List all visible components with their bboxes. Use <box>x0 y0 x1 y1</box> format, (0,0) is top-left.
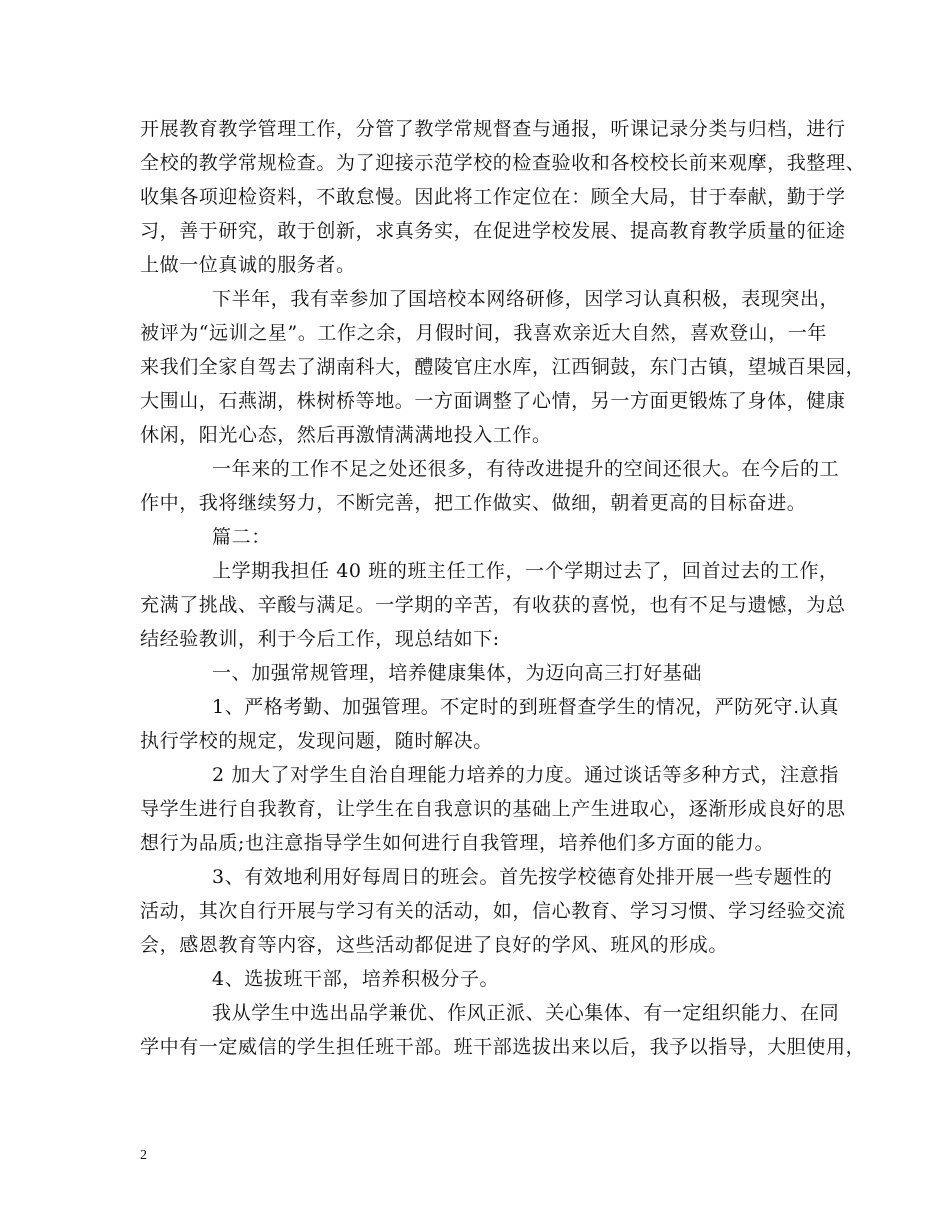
text-line: 上做一位真诚的服务者。 <box>140 254 356 276</box>
text-line: 结经验教训，利于今后工作，现总结如下: <box>140 628 500 650</box>
section-heading: 篇二： <box>212 526 271 548</box>
text-line: 全校的教学常规检查。为了迎接示范学校的检查验收和各校校长前来观摩，我整理、 <box>140 152 866 174</box>
paragraph-start-line: 1、严格考勤、加强管理。不定时的到班督查学生的情况，严防死守.认真 <box>212 696 839 718</box>
paragraph-start-line: 上学期我担任 40 班的班主任工作，一个学期过去了，回首过去的工作， <box>212 560 839 582</box>
document-body <box>140 112 866 1064</box>
text-line: 习，善于研究，敢于创新，求真务实，在促进学校发展、提高教育教学质量的征途 <box>140 220 846 242</box>
paragraph-start-line: 2 加大了对学生自治自理能力培养的力度。通过谈话等多种方式，注意指 <box>212 764 839 786</box>
paragraph-start-line: 下半年，我有幸参加了国培校本网络研修，因学习认真积极，表现突出， <box>212 288 840 310</box>
text-line: 想行为品质;也注意指导学生如何进行自我管理，培养他们多方面的能力。 <box>140 832 775 854</box>
paragraph-start-line: 我从学生中选出品学兼优、作风正派、关心集体、有一定组织能力、在同 <box>212 1002 840 1024</box>
text-line: 收集各项迎检资料，不敢怠慢。因此将工作定位在：顾全大局，甘于奉献，勤于学 <box>140 186 846 208</box>
text-line: 大围山，石燕湖，株树桥等地。一方面调整了心情，另一方面更锻炼了身体，健康 <box>140 390 846 412</box>
paragraph-start-line: 一年来的工作不足之处还很多，有待改进提升的空间还很大。在今后的工 <box>212 458 840 480</box>
text-line: 会，感恩教育等内容，这些活动都促进了良好的学风、班风的形成。 <box>140 934 729 956</box>
text-line: 来我们全家自驾去了湖南科大，醴陵官庄水库，江西铜鼓，东门古镇，望城百果园， <box>140 356 866 378</box>
text-line: 活动，其次自行开展与学习有关的活动，如，信心教育、学习习惯、学习经验交流 <box>140 900 846 922</box>
paragraph-start-line: 3、有效地利用好每周日的班会。首先按学校德育处排开展一些专题性的 <box>212 866 833 888</box>
text-line: 休闲，阳光心态，然后再激情满满地投入工作。 <box>140 424 552 446</box>
text-line: 学中有一定威信的学生担任班干部。班干部选拔出来以后，我予以指导，大胆使用， <box>140 1036 866 1058</box>
subsection-heading: 一、加强常规管理，培养健康集体，为迈向高三打好基础 <box>212 662 703 684</box>
text-line: 被评为“远训之星”。工作之余，月假时间，我喜欢亲近大自然，喜欢登山，一年 <box>140 322 828 344</box>
text-line: 开展教育教学管理工作，分管了教学常规督查与通报，听课记录分类与归档，进行 <box>140 118 846 140</box>
paragraph-start-line: 4、选拔班干部，培养积极分子。 <box>212 968 500 990</box>
text-line: 导学生进行自我教育，让学生在自我意识的基础上产生进取心，逐渐形成良好的思 <box>140 798 846 820</box>
page-number: 2 <box>140 1148 147 1163</box>
text-line: 作中，我将继续努力，不断完善，把工作做实、做细，朝着更高的目标奋进。 <box>140 492 807 514</box>
text-line: 充满了挑战、辛酸与满足。一学期的辛苦，有收获的喜悦，也有不足与遗憾，为总 <box>140 594 846 616</box>
text-line: 执行学校的规定，发现问题，随时解决。 <box>140 730 493 752</box>
